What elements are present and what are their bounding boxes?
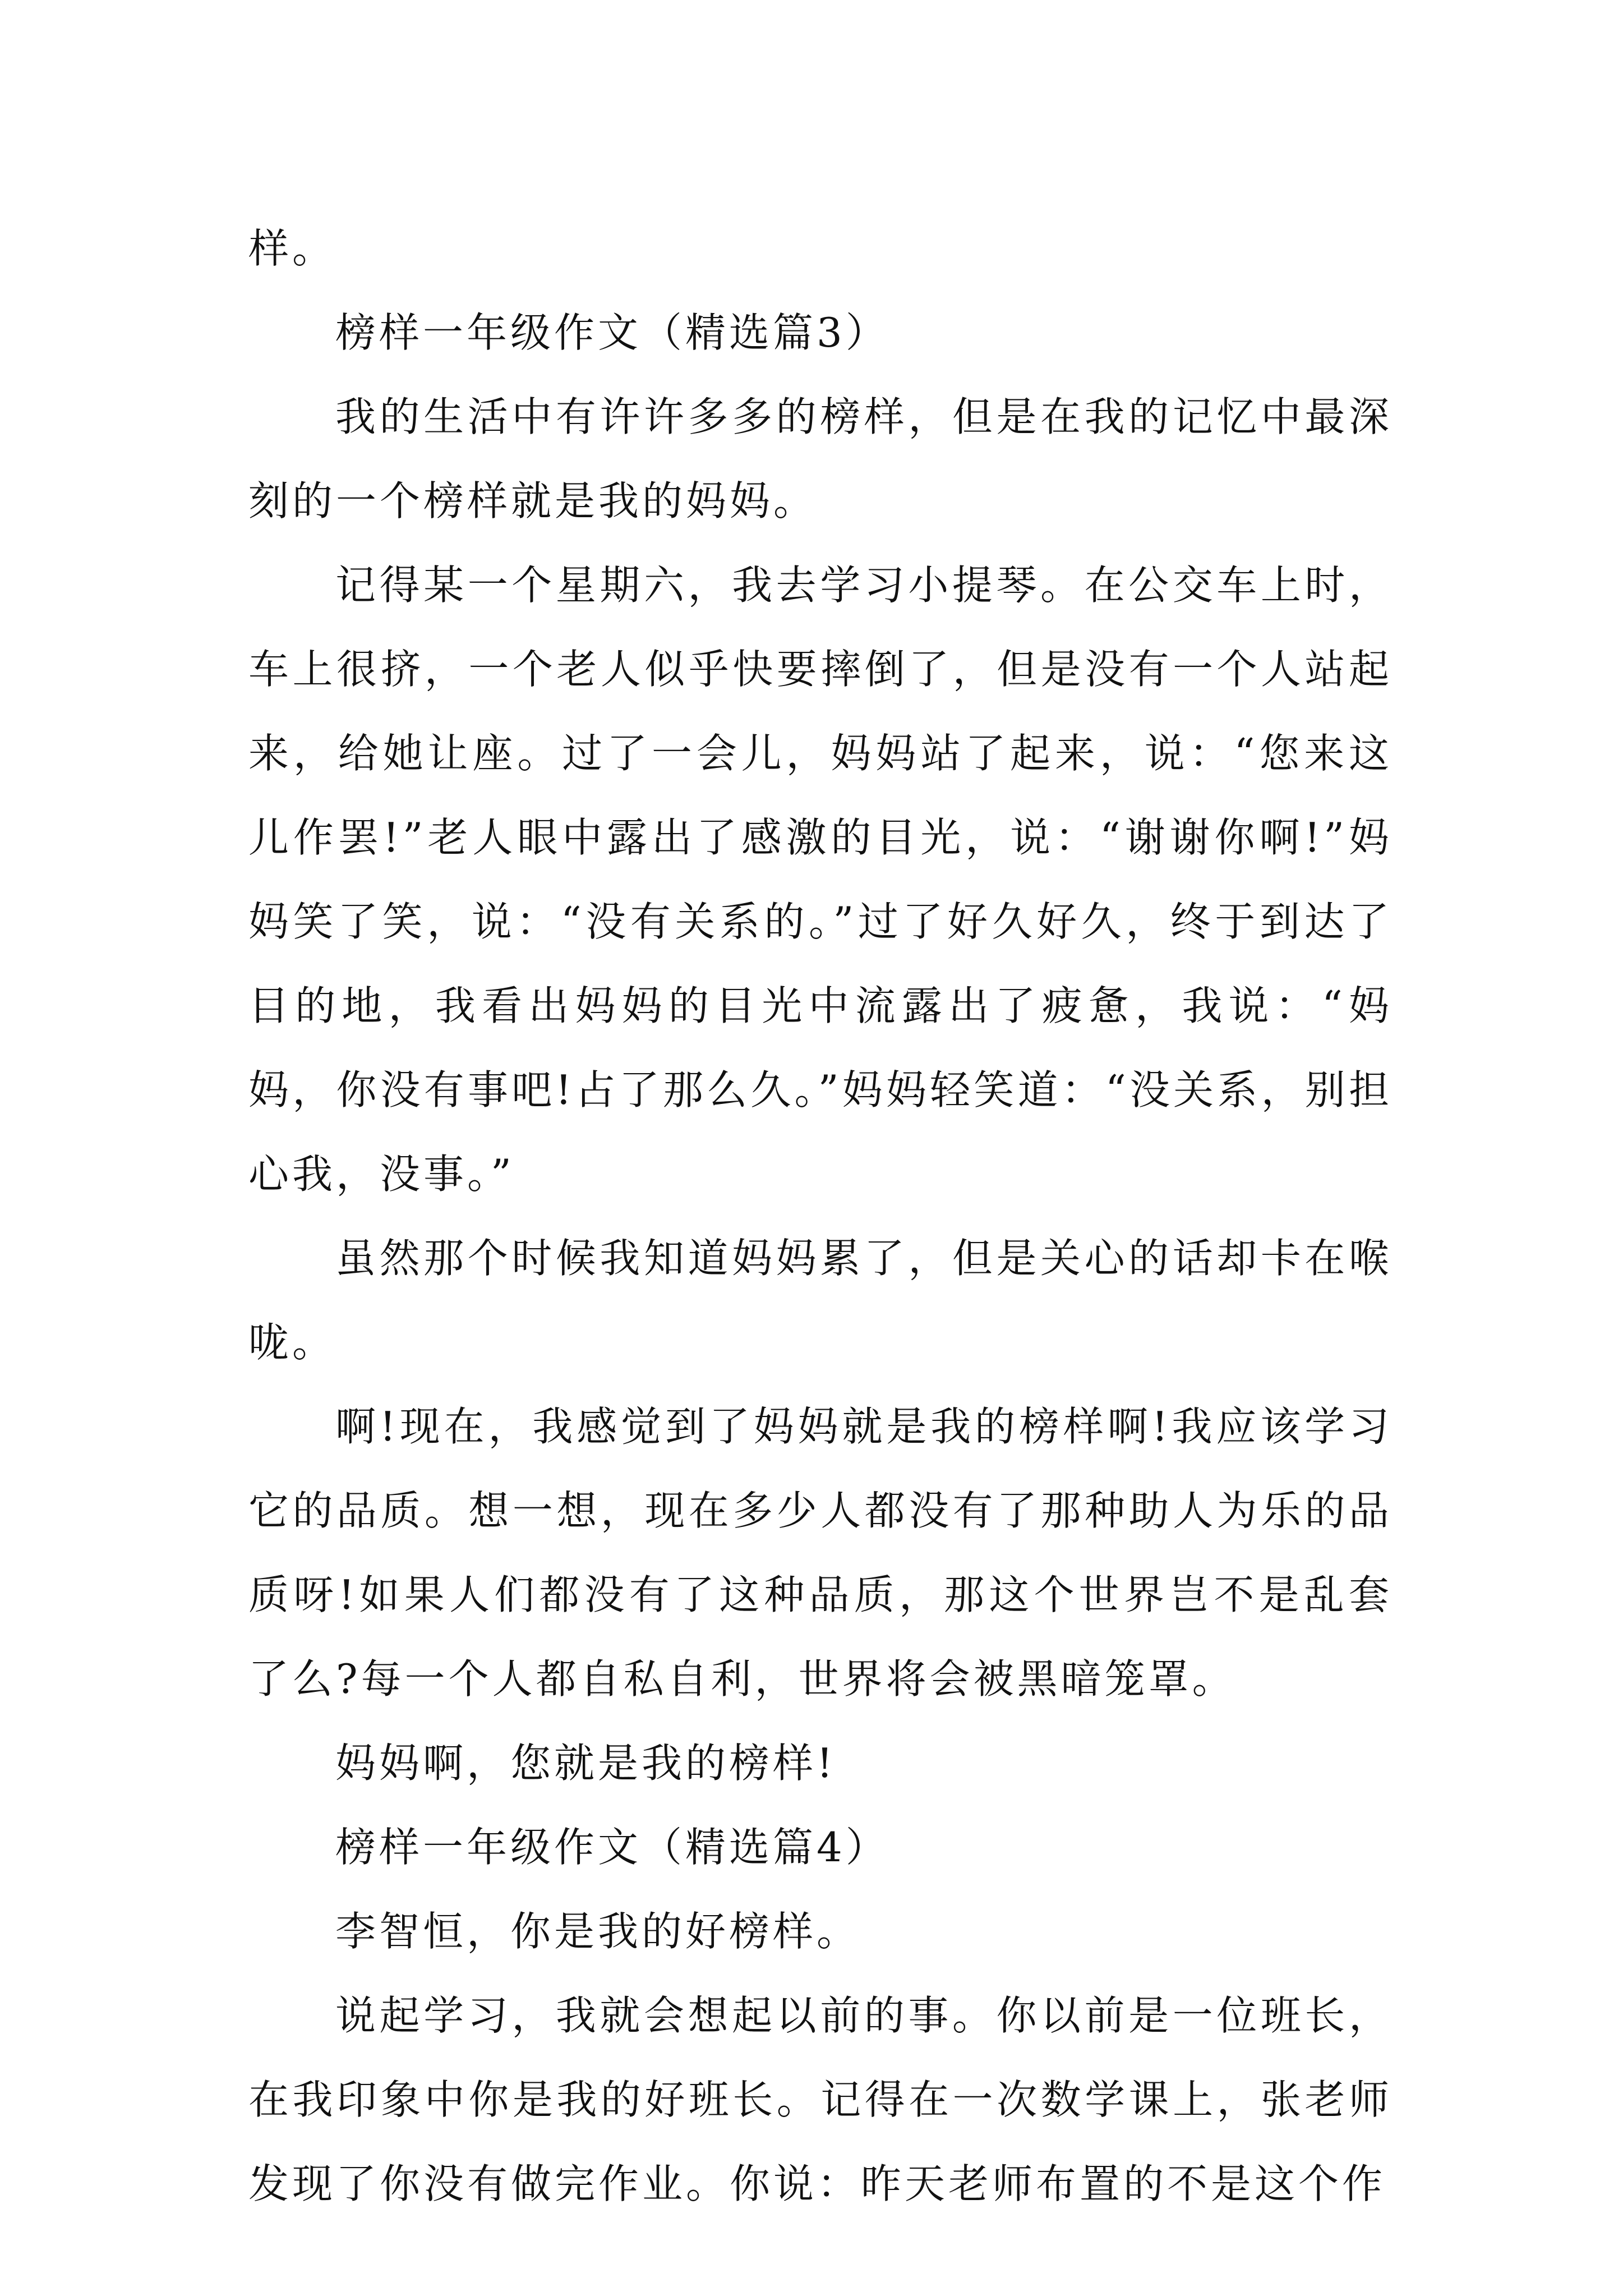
document-body — [248, 206, 1393, 2226]
paragraph: 妈妈啊，您就是我的榜样! — [335, 1740, 836, 1787]
paragraph: 李智恒，你是我的好榜样。 — [335, 1908, 861, 1955]
section-heading-3: 榜样一年级作文（精选篇3） — [335, 309, 889, 356]
paragraph: 记得某一个星期六，我去学习小提琴。在公交车上时，车上很挤，一个老人似乎快要摔倒了，但是没有一个人站起来，给她让座。过了一会儿，妈妈站了起来，说：“您来这儿作罢!”老人眼中露出了感激的目光，说：“谢谢你啊!”妈妈笑了笑，说：“没有关系的。”过了好久好久，终于到达了目的地，我看出妈妈的目光中流露出了疲惫，我说：“妈妈，你没有事吧!占了那么久。”妈妈轻笑道：“没关系，别担心我，没事。” — [248, 562, 1393, 1198]
section-heading-4: 榜样一年级作文（精选篇4） — [335, 1824, 889, 1871]
paragraph-continuation: 样。 — [248, 225, 336, 272]
paragraph: 虽然那个时候我知道妈妈累了，但是关心的话却卡在喉咙。 — [248, 1235, 1393, 1366]
paragraph: 我的生活中有许许多多的榜样，但是在我的记忆中最深刻的一个榜样就是我的妈妈。 — [248, 393, 1393, 524]
paragraph: 啊!现在，我感觉到了妈妈就是我的榜样啊!我应该学习它的品质。想一想，现在多少人都没有了那种助人为乐的品质呀!如果人们都没有了这种品质，那这个世界岂不是乱套了么?每一个人都自私自利，世界将会被黑暗笼罩。 — [248, 1403, 1393, 1703]
paragraph: 说起学习，我就会想起以前的事。你以前是一位班长，在我印象中你是我的好班长。记得在一次数学课上，张老师发现了你没有做完作业。你说：昨天老师布置的不是这个作 — [248, 1992, 1393, 2207]
